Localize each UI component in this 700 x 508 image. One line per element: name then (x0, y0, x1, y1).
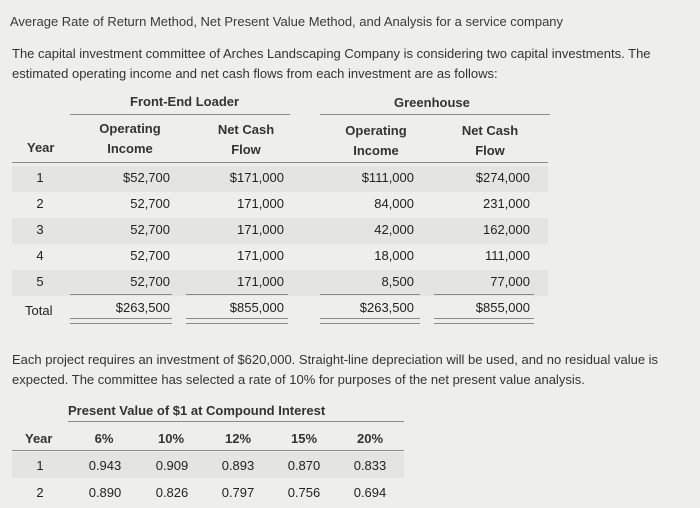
fe-netcash-cell: 171,000 (237, 274, 284, 289)
fe-operating-cell: 52,700 (130, 222, 170, 237)
gh-operating-total: $263,500 (359, 300, 414, 315)
pv-col-rate: 10% (157, 431, 185, 446)
pv-header-rule (12, 450, 404, 451)
total-double-rule (186, 318, 288, 324)
group-header-greenhouse: Greenhouse (394, 95, 470, 110)
fe-operating-cell: $52,700 (123, 170, 170, 185)
pv-year-cell: 2 (36, 485, 44, 500)
col-net-cash-2: Net Cash (461, 123, 519, 138)
col-flow-2: Flow (475, 143, 505, 158)
fe-netcash-cell: 171,000 (237, 248, 284, 263)
gh-netcash-total: $855,000 (475, 300, 530, 315)
fe-netcash-cell: 171,000 (237, 196, 284, 211)
gh-operating-cell: 42,000 (374, 222, 414, 237)
col-flow-1: Flow (231, 142, 261, 157)
fe-netcash-cell: $171,000 (229, 170, 284, 185)
pv-value-cell: 0.870 (287, 458, 321, 473)
pv-value-cell: 0.943 (88, 458, 122, 473)
fe-netcash-total: $855,000 (229, 300, 284, 315)
subtotal-rule (320, 294, 420, 295)
pv-title-rule (68, 421, 404, 422)
group-header-front-end-loader: Front-End Loader (130, 94, 240, 109)
total-double-rule (320, 318, 420, 324)
gh-operating-cell: 8,500 (381, 274, 414, 289)
header-rule (12, 162, 548, 163)
fe-netcash-cell: 171,000 (237, 222, 284, 237)
intro-paragraph: The capital investment committee of Arches Landscaping Company is considering two capital investments. The estimated operating income and net cash flows from each investment are as follows: (12, 46, 651, 81)
pv-col-rate: 12% (224, 431, 252, 446)
col-income-2: Income (353, 143, 399, 158)
gh-operating-cell: 84,000 (374, 196, 414, 211)
gh-netcash-cell: 77,000 (490, 274, 530, 289)
pv-col-rate: 6% (94, 431, 114, 446)
year-cell: 5 (36, 274, 44, 289)
subtotal-rule (434, 294, 534, 295)
subtotal-rule (70, 294, 172, 295)
gh-netcash-cell: $274,000 (475, 170, 530, 185)
col-net-cash-1: Net Cash (217, 122, 275, 137)
pv-col-rate: 20% (356, 431, 384, 446)
pv-value-cell: 0.756 (287, 485, 321, 500)
col-year: Year (27, 140, 55, 155)
col-operating-1: Operating (99, 121, 161, 136)
col-operating-2: Operating (345, 123, 407, 138)
pv-value-cell: 0.893 (221, 458, 255, 473)
year-cell: 4 (36, 248, 44, 263)
subtotal-rule (186, 294, 288, 295)
pv-value-cell: 0.909 (155, 458, 189, 473)
year-cell: 1 (36, 170, 44, 185)
pv-value-cell: 0.890 (88, 485, 122, 500)
fe-operating-cell: 52,700 (130, 196, 170, 211)
fe-operating-cell: 52,700 (130, 274, 170, 289)
fe-operating-total: $263,500 (115, 300, 170, 315)
pv-value-cell: 0.797 (221, 485, 255, 500)
year-cell: 3 (36, 222, 44, 237)
gh-netcash-cell: 231,000 (483, 196, 530, 211)
gh-operating-cell: $111,000 (361, 170, 414, 185)
group-rule (70, 114, 290, 115)
pv-value-cell: 0.826 (155, 485, 189, 500)
col-income-1: Income (107, 141, 153, 156)
year-cell: 2 (36, 196, 44, 211)
total-double-rule (70, 318, 172, 324)
gh-operating-cell: 18,000 (374, 248, 414, 263)
investment-paragraph: Each project requires an investment of $620,000. Straight-line depreciation will be used, and no residual value is expected. The committee has selected a rate of 10% for purposes of the net present value analysis. (12, 352, 659, 387)
pv-year-cell: 1 (36, 458, 44, 473)
pv-table-title: Present Value of $1 at Compound Interest (68, 403, 326, 418)
gh-netcash-cell: 162,000 (483, 222, 530, 237)
page-title: Average Rate of Return Method, Net Present Value Method, and Analysis for a service company (10, 14, 564, 29)
pv-col-year: Year (25, 431, 53, 446)
group-rule (320, 114, 550, 115)
total-label: Total (25, 303, 53, 318)
fe-operating-cell: 52,700 (130, 248, 170, 263)
pv-value-cell: 0.694 (353, 485, 387, 500)
pv-value-cell: 0.833 (353, 458, 387, 473)
gh-netcash-cell: 111,000 (484, 248, 530, 263)
total-double-rule (434, 318, 534, 324)
pv-col-rate: 15% (290, 431, 318, 446)
